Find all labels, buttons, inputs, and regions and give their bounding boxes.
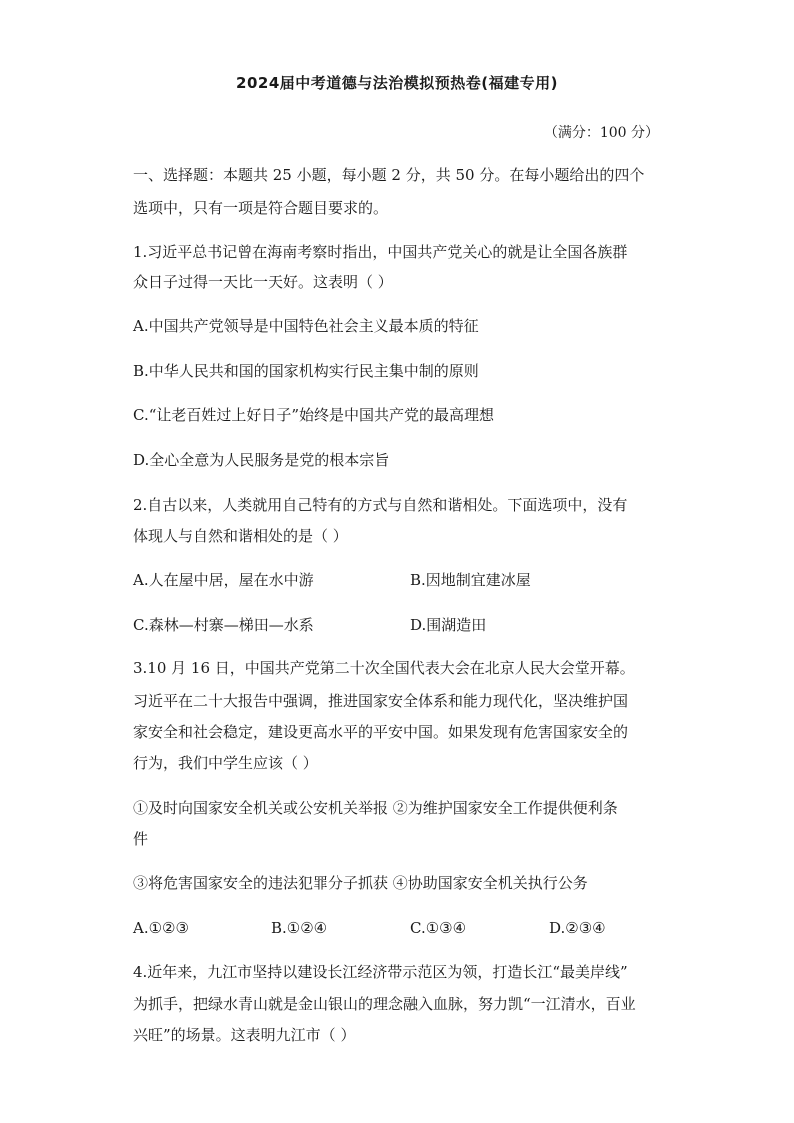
q2-option-a: A.人在屋中居，屋在水中游 [133, 571, 314, 589]
section-instruction-line-2: 选项中，只有一项是符合题目要求的。 [133, 199, 389, 217]
q2-option-b: B.因地制宜建冰屋 [410, 571, 531, 589]
q1-option-d: D.全心全意为人民服务是党的根本宗旨 [133, 451, 390, 469]
q3-stem-line-4: 行为，我们中学生应该（ ） [133, 754, 318, 772]
exam-title: 2024届中考道德与法治模拟预热卷(福建专用) [236, 74, 558, 92]
q1-stem-line-1: 1.习近平总书记曾在海南考察时指出，中国共产党关心的就是让全国各族群 [133, 243, 628, 261]
full-score: （满分：100 分） [543, 125, 659, 141]
q3-option-a: A.①②③ [133, 919, 189, 937]
q4-stem-line-1: 4.近年来，九江市坚持以建设长江经济带示范区为领，打造长江“最美岸线” [133, 963, 628, 981]
q1-option-a: A.中国共产党领导是中国特色社会主义最本质的特征 [133, 317, 479, 335]
q3-statement-1-2-cont: 件 [133, 830, 149, 848]
q3-stem-line-2: 习近平在二十大报告中强调，推进国家安全体系和能力现代化，坚决维护国 [133, 692, 629, 710]
q2-option-d: D.围湖造田 [410, 616, 487, 634]
q1-option-c: C.“让老百姓过上好日子”始终是中国共产党的最高理想 [133, 406, 495, 424]
q2-stem-line-2: 体现人与自然和谐相处的是（ ） [133, 527, 348, 545]
q2-option-c: C.森林—村寨—梯田—水系 [133, 616, 314, 634]
q3-option-b: B.①②④ [271, 919, 328, 937]
q1-option-b: B.中华人民共和国的国家机构实行民主集中制的原则 [133, 362, 479, 380]
q3-option-d: D.②③④ [549, 919, 606, 937]
q4-stem-line-3: 兴旺”的场景。这表明九江市（ ） [133, 1026, 356, 1044]
q1-stem-line-2: 众日子过得一天比一天好。这表明（ ） [133, 273, 393, 291]
q3-statement-3-4: ③将危害国家安全的违法犯罪分子抓获 ④协助国家安全机关执行公务 [133, 874, 588, 892]
section-instruction-line-1: 一、选择题：本题共 25 小题，每小题 2 分，共 50 分。在每小题给出的四个 [133, 166, 645, 184]
q2-stem-line-1: 2.自古以来，人类就用自己特有的方式与自然和谐相处。下面选项中，没有 [133, 496, 628, 514]
q3-stem-line-1: 3.10 月 16 日，中国共产党第二十次全国代表大会在北京人民大会堂开幕。 [133, 659, 635, 677]
q3-stem-line-3: 家安全和社会稳定，建设更高水平的平安中国。如果发现有危害国家安全的 [133, 723, 629, 741]
q4-stem-line-2: 为抓手，把绿水青山就是金山银山的理念融入血脉，努力凯“一江清水，百业 [133, 995, 636, 1013]
q3-option-c: C.①③④ [410, 919, 467, 937]
q3-statement-1-2: ①及时向国家安全机关或公安机关举报 ②为维护国家安全工作提供便利条 [133, 799, 618, 817]
